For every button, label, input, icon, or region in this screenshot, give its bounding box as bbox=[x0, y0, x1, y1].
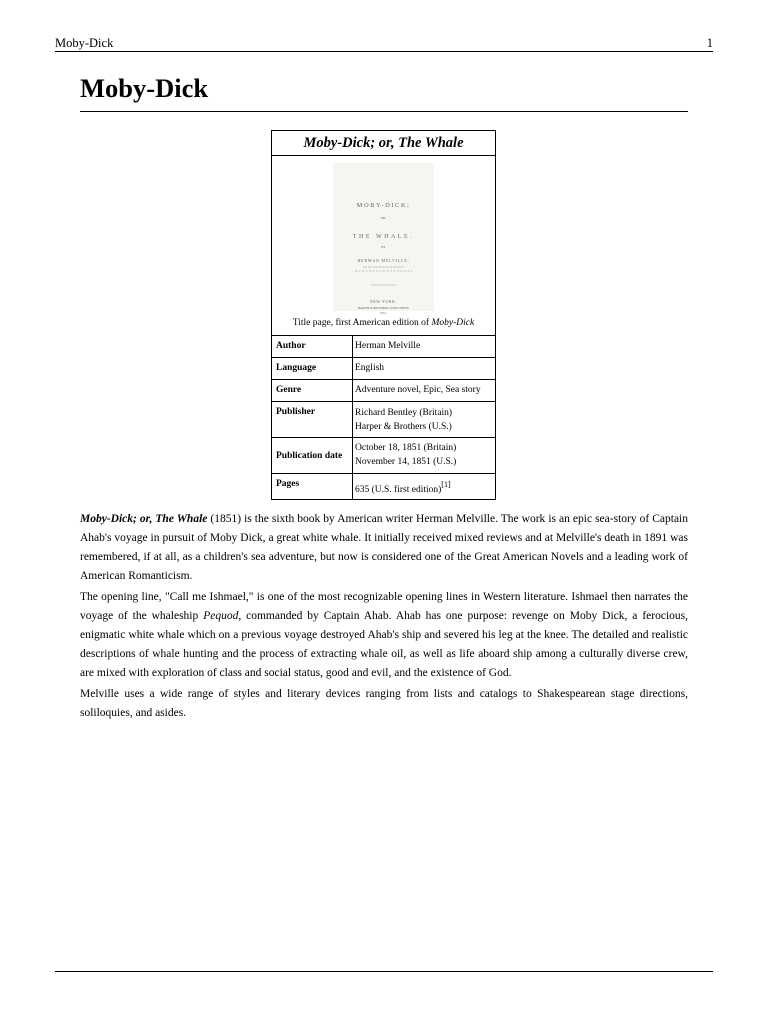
infobox-row-genre bbox=[272, 379, 495, 401]
svg-text:1851.: 1851. bbox=[380, 311, 387, 315]
svg-text:HERMAN MELVILLE,: HERMAN MELVILLE, bbox=[357, 258, 410, 263]
infobox-label: Genre bbox=[276, 385, 302, 395]
infobox-column-divider bbox=[352, 358, 353, 379]
infobox-row-language bbox=[272, 357, 495, 379]
running-header bbox=[55, 36, 713, 52]
svg-text:OR,: OR, bbox=[380, 216, 387, 220]
image-caption: Title page, first American edition of Moby-Dick bbox=[292, 318, 475, 328]
infobox-column-divider bbox=[352, 380, 353, 401]
svg-text:HARPER & BROTHERS, PUBLISHERS.: HARPER & BROTHERS, PUBLISHERS. bbox=[357, 306, 410, 310]
infobox-row-author bbox=[272, 335, 495, 357]
infobox-value: October 18, 1851 (Britain) November 14, 1851 (U.S.) bbox=[355, 443, 457, 467]
infobox-value: Richard Bentley (Britain) Harper & Brothers (U.S.) bbox=[355, 408, 453, 432]
infobox-row-publisher bbox=[272, 401, 495, 437]
infobox-label: Pages bbox=[276, 479, 300, 489]
ship-name: Pequod, bbox=[203, 610, 242, 622]
title-divider bbox=[80, 111, 688, 112]
infobox-value: 635 (U.S. first edition)[1] bbox=[355, 480, 451, 495]
paragraph: Moby-Dick; or, The Whale (1851) is the sixth book by American writer Herman Melville. The work is an epic sea-story of Captain Ahab's voyage in pursuit of Moby Dick, a great white whale. It initially received mixed reviews and at Melville's death in 1891 was remembered, if at all, as a children's sea adventure, but now is considered one of the Great American Novels and a leading work of American Romanticism. bbox=[80, 513, 689, 582]
title-page-image bbox=[333, 163, 434, 315]
infobox-label: Publication date bbox=[276, 451, 343, 461]
article-subject: Moby-Dick; or, The Whale bbox=[80, 513, 208, 525]
infobox-column-divider bbox=[352, 438, 353, 473]
infobox-row-pages bbox=[272, 473, 495, 499]
running-title: Moby-Dick bbox=[55, 36, 114, 50]
infobox-value: Adventure novel, Epic, Sea story bbox=[355, 385, 481, 395]
image-caption-title: Moby-Dick bbox=[431, 318, 475, 328]
svg-text:MOBY-DICK;: MOBY-DICK; bbox=[356, 202, 411, 209]
infobox-caption: Moby-Dick; or, The Whale bbox=[272, 131, 495, 156]
infobox-column-divider bbox=[352, 336, 353, 357]
infobox-label: Publisher bbox=[276, 407, 316, 417]
svg-text:THE WHALE.: THE WHALE. bbox=[352, 234, 415, 240]
infobox-label: Language bbox=[276, 363, 317, 373]
infobox-value: Herman Melville bbox=[355, 341, 421, 351]
citation-link[interactable]: [1] bbox=[441, 480, 451, 489]
infobox-value: English bbox=[355, 363, 385, 373]
page-number: 1 bbox=[706, 36, 713, 50]
paragraph: Melville uses a wide range of styles and literary devices ranging from lists and catalogs to Shakespearean stage directions, soliloquies, and asides. bbox=[80, 688, 688, 719]
infobox-label: Author bbox=[276, 341, 306, 351]
paragraph: The opening line, "Call me Ishmael," is one of the most recognizable opening lines in Western literature. Ishmael then narrates the voyage of the whaleship Pequod, commanded by Captain Ahab. Ahab has one purpose: revenge on Moby Dick, a ferocious, enigmatic white whale which on a previous voyage destroyed Ahab's ship and severed his leg at the knee. The detailed and realistic descriptions of whale hunting and the process of extracting whale oil, as well as life aboard ship among a culturally diverse crew, are mixed with exploration of class and social status, good and evil, and the existence of God. bbox=[80, 591, 688, 679]
page-title: Moby-Dick bbox=[80, 73, 209, 103]
svg-text:NEW-YORK:: NEW-YORK: bbox=[370, 300, 397, 304]
infobox-row-publication-date bbox=[272, 437, 495, 473]
infobox bbox=[271, 130, 496, 500]
infobox-column-divider bbox=[352, 474, 353, 499]
article-body bbox=[80, 510, 688, 725]
infobox-column-divider bbox=[352, 402, 353, 437]
footer-divider bbox=[55, 971, 713, 972]
svg-text:BY: BY bbox=[381, 245, 386, 249]
